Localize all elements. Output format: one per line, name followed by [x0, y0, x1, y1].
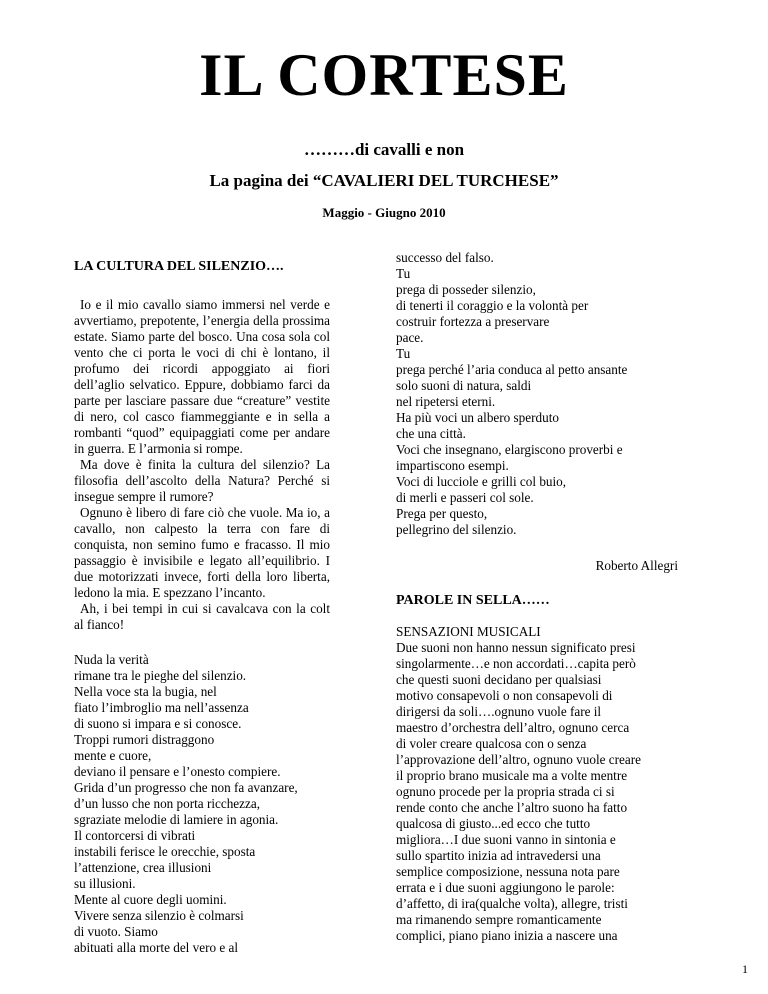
poem-line: Nella voce sta la bugia, nel: [74, 684, 217, 699]
article-line: di voler creare qualcosa con o senza: [396, 736, 587, 751]
article-line: semplice composizione, nessuna nota pare: [396, 864, 620, 879]
poem-line: di suono si impara e si conosce.: [74, 716, 242, 731]
poem-line: che una città.: [396, 426, 466, 441]
poem-line: prega di posseder silenzio,: [396, 282, 536, 297]
poem-line: l’attenzione, crea illusioni: [74, 860, 212, 875]
author-signature: Roberto Allegri: [595, 558, 678, 573]
poem-line: Prega per questo,: [396, 506, 488, 521]
poem-line: Troppi rumori distraggono: [74, 732, 215, 747]
article-line: l’approvazione dell’altro, ognuno vuole creare: [396, 752, 641, 767]
article-line: errata e i due suoni aggiungono le parole:: [396, 880, 615, 895]
page-number: 1: [742, 962, 748, 976]
poem-line: di merli e passeri col sole.: [396, 490, 534, 505]
poem-line: Il contorcersi di vibrati: [74, 828, 196, 843]
poem-line: d’un lusso che non porta ricchezza,: [74, 796, 261, 811]
poem-line: Tu: [396, 266, 411, 281]
poem-line: impartiscono esempi.: [396, 458, 509, 473]
left-column: [74, 250, 330, 956]
article-line: d’affetto, di ira(qualche volta), allegre, tristi: [396, 896, 628, 911]
article-sensazioni: [396, 624, 696, 944]
article-line: SENSAZIONI MUSICALI: [396, 624, 541, 639]
poem-line: mente e cuore,: [74, 748, 152, 763]
article-line: Due suoni non hanno nessun significato presi: [396, 640, 636, 655]
poem-line: solo suoni di natura, saldi: [396, 378, 532, 393]
poem-line: Mente al cuore degli uomini.: [74, 892, 227, 907]
right-column: [396, 250, 696, 944]
article-line: rende conto che anche l’altro suono ha fatto: [396, 800, 628, 815]
masthead: [0, 40, 768, 110]
poem-line: costruir fortezza a preservare: [396, 314, 550, 329]
issue-date: Maggio - Giugno 2010: [322, 205, 446, 220]
article-line: il proprio brano musicale ma a volte mentre: [396, 768, 628, 783]
tagline: ………di cavalli e non: [303, 140, 465, 159]
section-title-parole: PAROLE IN SELLA……: [396, 593, 550, 608]
poem-line: pellegrino del silenzio.: [396, 522, 517, 537]
poem-line: di tenerti il coraggio e la volontà per: [396, 298, 589, 313]
poem-line: Voci di lucciole e grilli col buio,: [396, 474, 567, 489]
poem-line: Grida d’un progresso che non fa avanzare,: [74, 780, 298, 795]
article-paragraph: Io e il mio cavallo siamo immersi nel verde e avvertiamo, prepotente, l’energia della prossima estate. Siamo parte del bosco. Una cosa sola col vento che ci porta le voci di chi è lontano, il profumo dei ricordi appoggiato ai fiori dell’aglio selvatico. Eppure, dobbiamo farci da parte per lasciare passare due “creature” vestite di nero, col casco fiammeggiante e in sella a rombanti “quod” equipaggiati come per andare in guerra. E l’armonia si rompe.: [74, 297, 330, 456]
article-line: motivo consapevoli o non consapevoli di: [396, 688, 613, 703]
poem-line: su illusioni.: [74, 876, 136, 891]
article-line: migliora…I due suoni vanno in sintonia e: [396, 832, 616, 847]
poem-line: instabili ferisce le orecchie, sposta: [74, 844, 256, 859]
article-line: maestro d’orchestra dell’altro, ognuno cerca: [396, 720, 630, 735]
newsletter-title: IL CORTESE: [199, 42, 569, 108]
article-paragraph: Ma dove è finita la cultura del silenzio? La filosofia dell’ascolto della Natura? Perché si insegue sempre il rumore?: [74, 457, 330, 504]
poem-line: Tu: [396, 346, 411, 361]
article-paragraph: Ognuno è libero di fare ciò che vuole. Ma io, a cavallo, non calpesto la terra con fare di conquista, non semino fumo e fracasso. Il mio passaggio è invisibile e legato all’equilibrio. I due motorizzati invece, forti della loro liberta, ledono la mia. E spezzano l’incanto.: [74, 505, 330, 600]
poem-line: di vuoto. Siamo: [74, 924, 158, 939]
article-line: qualcosa di giusto...ed ecco che tutto: [396, 816, 591, 831]
poem-line: fiato l’imbroglio ma nell’assenza: [74, 700, 249, 715]
subtitle: La pagina dei “CAVALIERI DEL TURCHESE”: [209, 171, 559, 190]
poem-line: prega perché l’aria conduca al petto ansante: [396, 362, 628, 377]
article-line: complici, piano piano inizia a nascere una: [396, 928, 618, 943]
section-title-silenzio: LA CULTURA DEL SILENZIO….: [74, 259, 284, 274]
poem-line: pace.: [396, 330, 424, 345]
poem-line: Voci che insegnano, elargiscono proverbi e: [396, 442, 623, 457]
article-paragraph: Ah, i bei tempi in cui si cavalcava con la colt al fianco!: [74, 601, 330, 632]
poem-line: Vivere senza silenzio è colmarsi: [74, 908, 244, 923]
poem-line: abituati alla morte del vero e al: [74, 940, 239, 955]
article-line: dirigersi da soli….ognuno vuole fare il: [396, 704, 602, 719]
article-line: singolarmente…e non accordati…capita però: [396, 656, 636, 671]
article-line: che questi suoni decidano per qualsiasi: [396, 672, 602, 687]
poem-line: successo del falso.: [396, 250, 494, 265]
poem-line: rimane tra le pieghe del silenzio.: [74, 668, 247, 683]
article-line: sullo spartito inizia ad intravedersi una: [396, 848, 601, 863]
article-line: ma rimanendo sempre romanticamente: [396, 912, 602, 927]
poem-right: [396, 250, 696, 538]
article-line: ognuno procede per la propria strada ci si: [396, 784, 615, 799]
poem-line: Nuda la verità: [74, 652, 149, 667]
poem-line: Ha più voci un albero sperduto: [396, 410, 559, 425]
poem-line: sgraziate melodie di lamiere in agonia.: [74, 812, 279, 827]
poem-line: deviano il pensare e l’onesto compiere.: [74, 764, 281, 779]
poem-left: [74, 652, 330, 956]
poem-line: nel ripetersi eterni.: [396, 394, 496, 409]
